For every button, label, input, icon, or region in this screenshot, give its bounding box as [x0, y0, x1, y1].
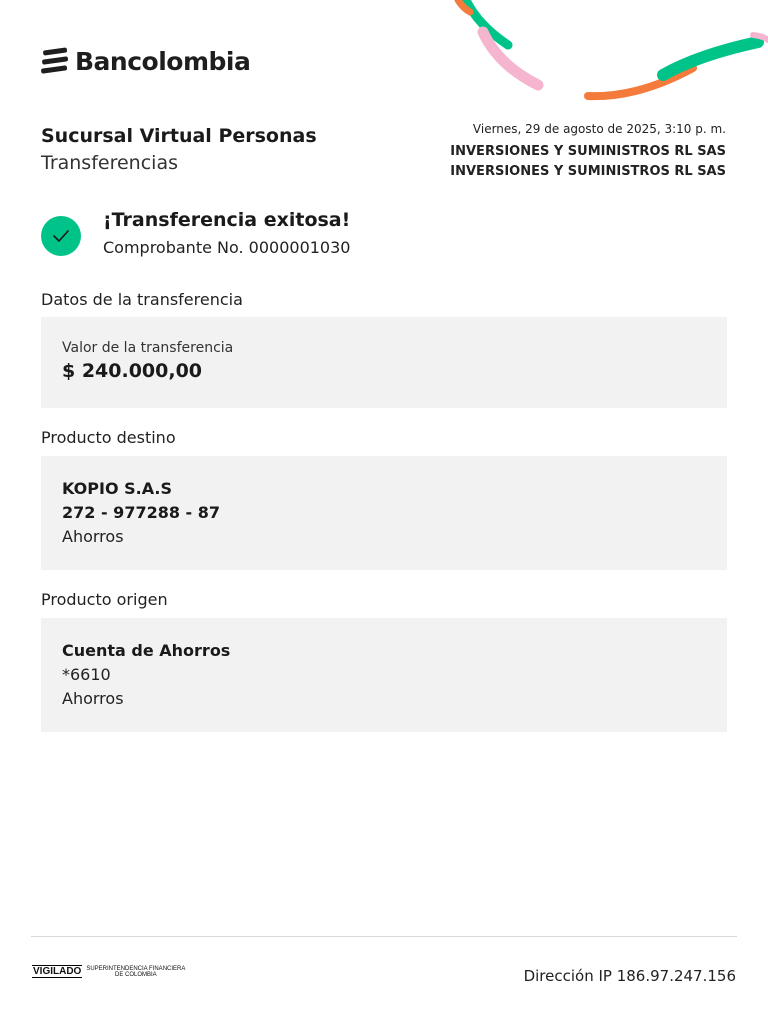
supervisor-entity — [86, 966, 185, 978]
supervisor-entity-line1: SUPERINTENDENCIA FINANCIERA — [86, 965, 186, 972]
success-badge — [41, 216, 81, 256]
destination-section-label: Producto destino — [41, 428, 176, 447]
supervisor-entity-line2: DE COLOMBIA — [115, 971, 157, 978]
page-title: Sucursal Virtual Personas — [41, 125, 317, 147]
destination-card — [41, 456, 727, 570]
company-name-repeat: INVERSIONES Y SUMINISTROS RL SAS — [450, 164, 726, 179]
origin-account: *6610 — [62, 665, 111, 684]
success-title: ¡Transferencia exitosa! — [103, 209, 351, 231]
check-icon — [50, 225, 72, 247]
header-meta — [450, 122, 726, 182]
decorative-ribbons — [438, 0, 768, 110]
brand-name: Bancolombia — [75, 46, 251, 76]
origin-name: Cuenta de Ahorros — [62, 641, 231, 660]
vigilado-label: VIGILADO — [33, 966, 82, 977]
footer-divider — [31, 936, 737, 937]
origin-section-label: Producto origen — [41, 590, 168, 609]
company-name: INVERSIONES Y SUMINISTROS RL SAS — [450, 144, 726, 159]
receipt-number: Comprobante No. 0000001030 — [103, 238, 351, 257]
vigilado-seal — [32, 965, 185, 978]
transfer-card — [41, 317, 727, 408]
amount-label: Valor de la transferencia — [62, 340, 234, 356]
transfer-amount: $ 240.000,00 — [62, 360, 203, 382]
bancolombia-logo-icon — [41, 46, 69, 76]
destination-name: KOPIO S.A.S — [62, 479, 173, 498]
transfer-section-label: Datos de la transferencia — [41, 290, 243, 309]
destination-account: 272 - 977288 - 87 — [62, 503, 221, 522]
origin-card — [41, 618, 727, 732]
page-subtitle: Transferencias — [41, 152, 178, 174]
ip-address: Dirección IP 186.97.247.156 — [523, 967, 736, 985]
transaction-date: Viernes, 29 de agosto de 2025, 3:10 p. m. — [472, 122, 726, 136]
origin-account-type: Ahorros — [62, 689, 124, 708]
brand-logo — [41, 46, 250, 76]
destination-account-type: Ahorros — [62, 527, 124, 546]
